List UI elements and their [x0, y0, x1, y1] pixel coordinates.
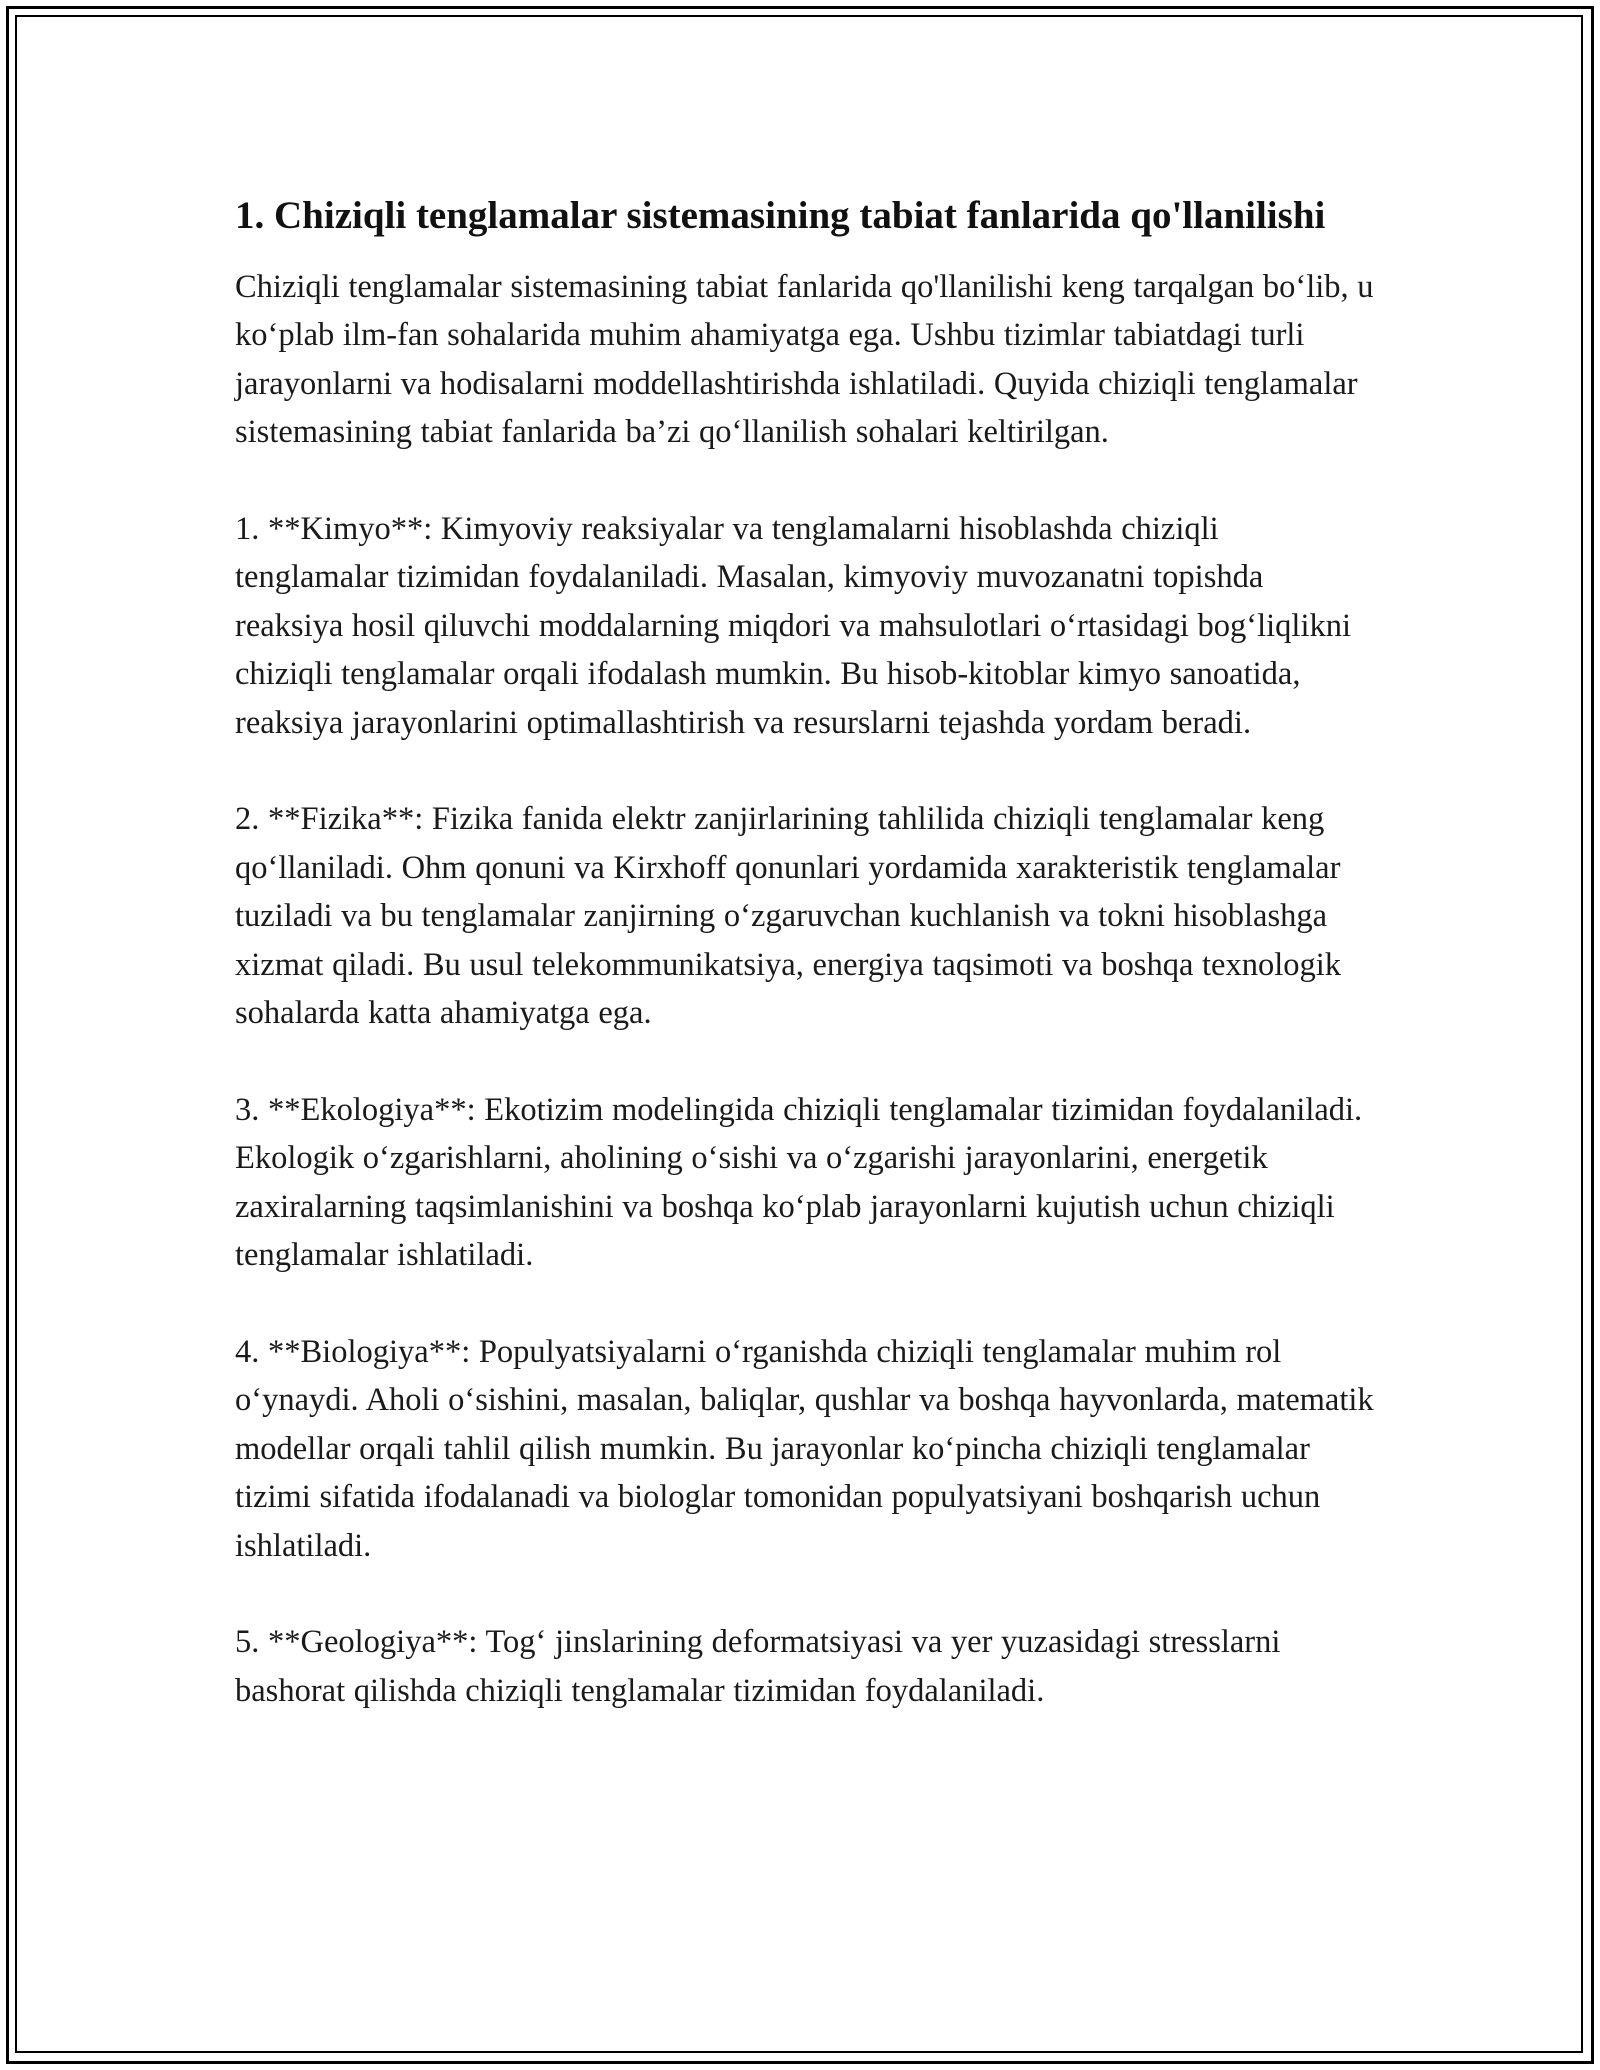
paragraph-ekologiya: 3. **Ekologiya**: Ekotizim modelingida chiziqli tenglamalar tizimidan foydalaniladi. Ekologik o‘zgarishlarni, aholining o‘sishi va o‘zgarishi jarayonlarini, energetik zaxiralarning taqsimlanishini va boshqa ko‘plab jarayonlarni kujutish uchun chiziqli tenglamalar ishlatiladi.	[235, 1091, 1363, 1274]
document-title: 1. Chiziqli tenglamalar sistemasining tabiat fanlarida qo'llanilishi	[235, 194, 1326, 237]
paragraph-geologiya: 5. **Geologiya**: Tog‘ jinslarining deformatsiyasi va yer yuzasidagi stresslarni bashorat qilishda chiziqli tenglamalar tizimidan foydalaniladi.	[235, 1624, 1281, 1709]
document-body	[235, 188, 1375, 1715]
paragraph-biologiya: 4. **Biologiya**: Populyatsiyalarni o‘rganishda chiziqli tenglamalar muhim rol o‘ynaydi. Aholi o‘sishini, masalan, baliqlar, qushlar va boshqa hayvonlarda, matematik modellar orqali tahlil qilish mumkin. Bu jarayonlar ko‘pincha chiziqli tenglamalar tizimi sifatida ifodalanadi va biologlar tomonidan populyatsiyani boshqarish uchun ishlatiladi.	[235, 1333, 1374, 1564]
paragraph-kimyo: 1. **Kimyo**: Kimyoviy reaksiyalar va tenglamalarni hisoblashda chiziqli tenglamalar tizimidan foydalaniladi. Masalan, kimyoviy muvozanatni topishda reaksiya hosil qiluvchi moddalarning miqdori va mahsulotlari o‘rtasidagi bog‘liqlikni chiziqli tenglamalar orqali ifodalash mumkin. Bu hisob-kitoblar kimyo sanoatida, reaksiya jarayonlarini optimallashtirish va resurslarni tejashda yordam beradi.	[235, 511, 1352, 741]
paragraph-intro: Chiziqli tenglamalar sistemasining tabiat fanlarida qo'llanilishi keng tarqalgan bo‘lib, u ko‘plab ilm-fan sohalarida muhim ahamiyatga ega. Ushbu tizimlar tabiatdagi turli jarayonlarni va hodisalarni moddellashtirishda ishlatiladi. Quyida chiziqli tenglamalar sistemasining tabiat fanlarida ba’zi qo‘llanilish sohalari keltirilgan.	[235, 269, 1374, 451]
paragraph-fizika: 2. **Fizika**: Fizika fanida elektr zanjirlarining tahlilida chiziqli tenglamalar keng qo‘llaniladi. Ohm qonuni va Kirxhoff qonunlari yordamida xarakteristik tenglamalar tuziladi va bu tenglamalar zanjirning o‘zgaruvchan kuchlanish va tokni hisoblashga xizmat qiladi. Bu usul telekommunikatsiya, energiya taqsimoti va boshqa texnologik sohalarda katta ahamiyatga ega.	[235, 801, 1342, 1032]
